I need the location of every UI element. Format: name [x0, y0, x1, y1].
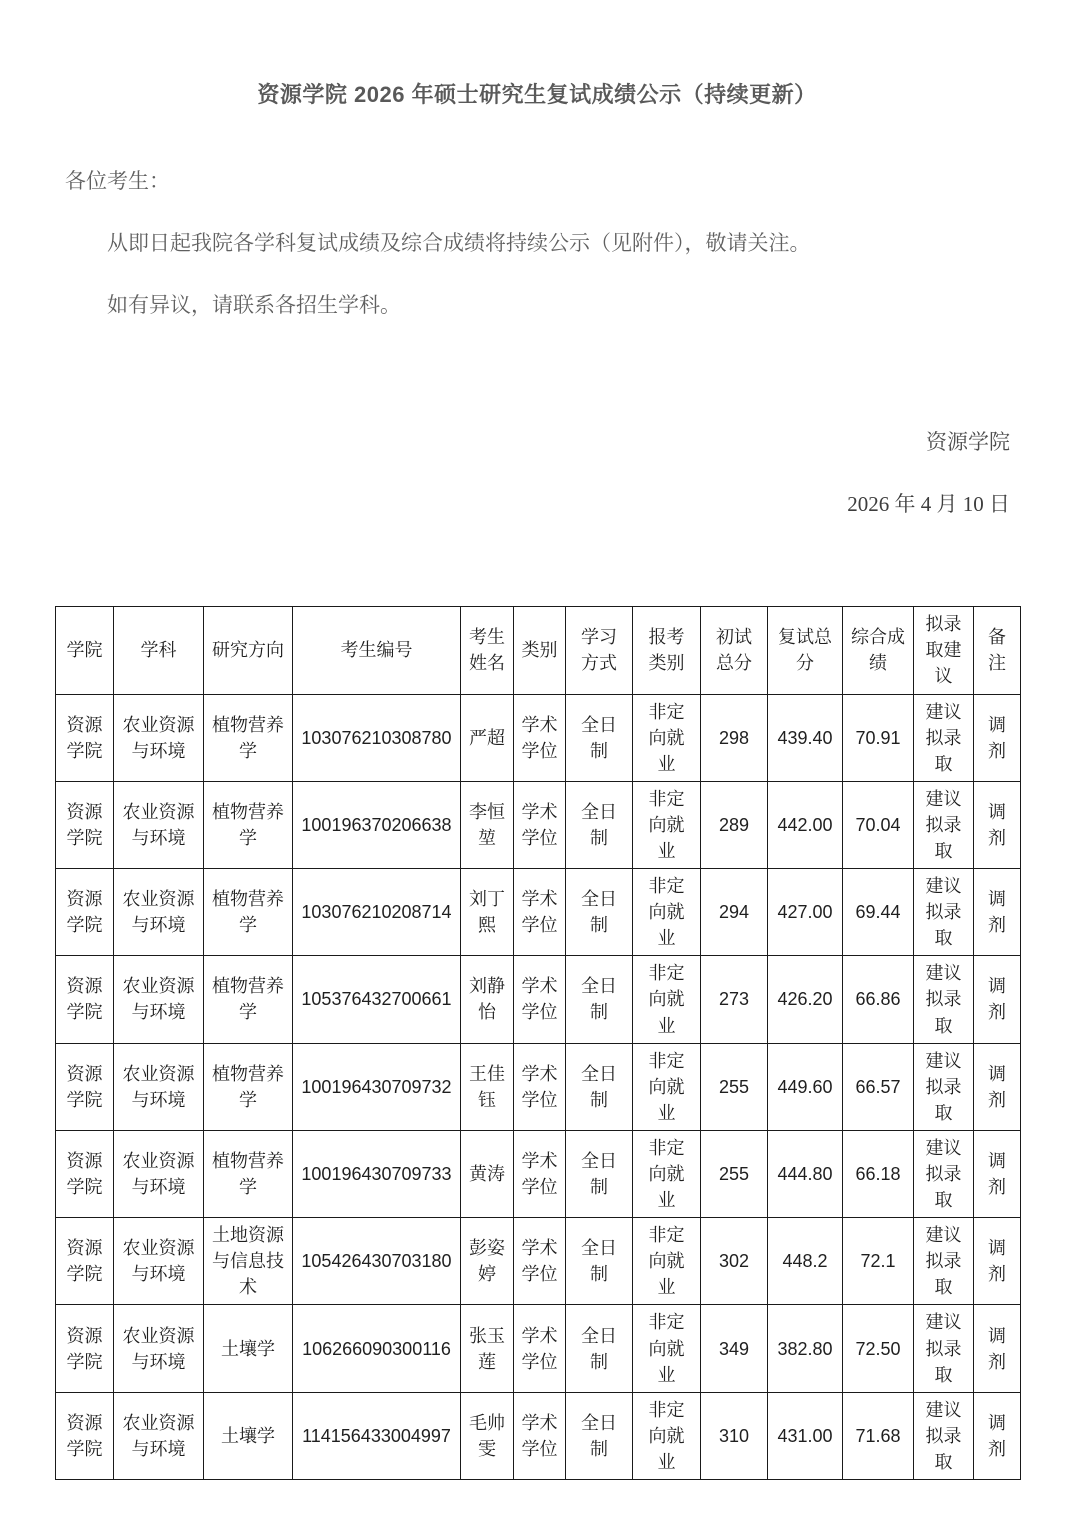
table-cell: 427.00	[768, 869, 843, 956]
table-cell: 全日制	[566, 1043, 633, 1130]
table-cell: 彭姿婷	[461, 1218, 514, 1305]
scores-table	[55, 606, 1021, 1481]
table-cell: 302	[701, 1218, 768, 1305]
table-cell: 资源学院	[56, 1218, 114, 1305]
table-cell: 70.91	[843, 694, 914, 781]
table-cell: 调剂	[974, 694, 1021, 781]
table-cell: 非定向就业	[633, 1043, 701, 1130]
table-cell: 100196370206638	[293, 781, 461, 868]
table-cell: 非定向就业	[633, 781, 701, 868]
table-cell: 农业资源与环境	[114, 1130, 204, 1217]
table-cell: 建议拟录取	[914, 1392, 974, 1479]
column-header: 拟录取建议	[914, 606, 974, 694]
table-cell: 刘丁熙	[461, 869, 514, 956]
table-cell: 建议拟录取	[914, 694, 974, 781]
table-cell: 建议拟录取	[914, 1218, 974, 1305]
table-cell: 439.40	[768, 694, 843, 781]
table-cell: 建议拟录取	[914, 1043, 974, 1130]
table-cell: 非定向就业	[633, 956, 701, 1043]
column-header: 报考类别	[633, 606, 701, 694]
table-cell: 103076210308780	[293, 694, 461, 781]
table-cell: 建议拟录取	[914, 781, 974, 868]
table-cell: 72.1	[843, 1218, 914, 1305]
table-cell: 70.04	[843, 781, 914, 868]
table-row	[56, 1305, 1021, 1392]
table-row	[56, 1130, 1021, 1217]
table-cell: 土壤学	[204, 1305, 293, 1392]
table-row	[56, 781, 1021, 868]
table-cell: 273	[701, 956, 768, 1043]
table-cell: 资源学院	[56, 1130, 114, 1217]
table-cell: 学术学位	[514, 1043, 566, 1130]
table-cell: 学术学位	[514, 1130, 566, 1217]
table-cell: 严超	[461, 694, 514, 781]
table-cell: 建议拟录取	[914, 1130, 974, 1217]
table-cell: 土地资源与信息技术	[204, 1218, 293, 1305]
table-cell: 449.60	[768, 1043, 843, 1130]
signature-date: 2026 年 4 月 10 日	[847, 491, 1010, 516]
table-cell: 植物营养学	[204, 956, 293, 1043]
page-title: 资源学院 2026 年硕士研究生复试成绩公示（持续更新）	[257, 82, 817, 107]
column-header: 学院	[56, 606, 114, 694]
table-cell: 刘静怡	[461, 956, 514, 1043]
table-cell: 建议拟录取	[914, 1305, 974, 1392]
table-cell: 农业资源与环境	[114, 956, 204, 1043]
table-cell: 农业资源与环境	[114, 694, 204, 781]
table-cell: 资源学院	[56, 1305, 114, 1392]
table-cell: 103076210208714	[293, 869, 461, 956]
table-cell: 资源学院	[56, 956, 114, 1043]
column-header: 类别	[514, 606, 566, 694]
table-cell: 农业资源与环境	[114, 1218, 204, 1305]
table-cell: 农业资源与环境	[114, 1305, 204, 1392]
table-row	[56, 1043, 1021, 1130]
table-cell: 学术学位	[514, 1218, 566, 1305]
column-header: 备注	[974, 606, 1021, 694]
table-cell: 105426430703180	[293, 1218, 461, 1305]
table-cell: 农业资源与环境	[114, 1043, 204, 1130]
table-cell: 学术学位	[514, 956, 566, 1043]
table-cell: 106266090300116	[293, 1305, 461, 1392]
table-cell: 调剂	[974, 1305, 1021, 1392]
notice-paragraph-1: 从即日起我院各学科复试成绩及综合成绩将持续公示（见附件），敬请关注。	[107, 232, 811, 255]
column-header: 综合成绩	[843, 606, 914, 694]
table-cell: 105376432700661	[293, 956, 461, 1043]
table-header-row	[56, 606, 1021, 694]
signature-name: 资源学院	[926, 429, 1010, 454]
table-cell: 全日制	[566, 1392, 633, 1479]
table-cell: 448.2	[768, 1218, 843, 1305]
table-cell: 72.50	[843, 1305, 914, 1392]
table-cell: 植物营养学	[204, 1043, 293, 1130]
table-cell: 调剂	[974, 1130, 1021, 1217]
table-cell: 349	[701, 1305, 768, 1392]
table-cell: 非定向就业	[633, 694, 701, 781]
greeting-text: 各位考生：	[65, 170, 170, 193]
table-cell: 建议拟录取	[914, 956, 974, 1043]
table-cell: 学术学位	[514, 869, 566, 956]
table-cell: 调剂	[974, 869, 1021, 956]
table-cell: 农业资源与环境	[114, 781, 204, 868]
table-cell: 植物营养学	[204, 1130, 293, 1217]
table-cell: 非定向就业	[633, 1218, 701, 1305]
table-cell: 全日制	[566, 694, 633, 781]
table-cell: 农业资源与环境	[114, 869, 204, 956]
table-cell: 调剂	[974, 1043, 1021, 1130]
table-cell: 张玉莲	[461, 1305, 514, 1392]
column-header: 考生编号	[293, 606, 461, 694]
column-header: 复试总分	[768, 606, 843, 694]
table-cell: 431.00	[768, 1392, 843, 1479]
table-row	[56, 1392, 1021, 1479]
table-cell: 调剂	[974, 781, 1021, 868]
table-cell: 资源学院	[56, 1043, 114, 1130]
table-cell: 植物营养学	[204, 781, 293, 868]
table-cell: 非定向就业	[633, 1305, 701, 1392]
table-cell: 255	[701, 1043, 768, 1130]
table-cell: 69.44	[843, 869, 914, 956]
table-cell: 444.80	[768, 1130, 843, 1217]
notice-paragraph-2: 如有异议，请联系各招生学科。	[107, 294, 401, 318]
table-cell: 全日制	[566, 1130, 633, 1217]
table-cell: 非定向就业	[633, 869, 701, 956]
column-header: 学习方式	[566, 606, 633, 694]
table-cell: 全日制	[566, 869, 633, 956]
table-cell: 100196430709733	[293, 1130, 461, 1217]
table-cell: 66.18	[843, 1130, 914, 1217]
table-cell: 资源学院	[56, 1392, 114, 1479]
table-cell: 建议拟录取	[914, 869, 974, 956]
table-cell: 71.68	[843, 1392, 914, 1479]
table-cell: 294	[701, 869, 768, 956]
table-row	[56, 869, 1021, 956]
table-cell: 资源学院	[56, 781, 114, 868]
table-cell: 全日制	[566, 781, 633, 868]
table-cell: 非定向就业	[633, 1130, 701, 1217]
table-cell: 298	[701, 694, 768, 781]
table-cell: 王佳钰	[461, 1043, 514, 1130]
table-cell: 442.00	[768, 781, 843, 868]
table-cell: 非定向就业	[633, 1392, 701, 1479]
table-cell: 农业资源与环境	[114, 1392, 204, 1479]
table-cell: 全日制	[566, 956, 633, 1043]
table-cell: 黄涛	[461, 1130, 514, 1217]
column-header: 初试总分	[701, 606, 768, 694]
table-body	[56, 694, 1021, 1480]
table-row	[56, 1218, 1021, 1305]
column-header: 学科	[114, 606, 204, 694]
table-cell: 资源学院	[56, 694, 114, 781]
table-cell: 土壤学	[204, 1392, 293, 1479]
table-cell: 植物营养学	[204, 694, 293, 781]
table-cell: 李恒堃	[461, 781, 514, 868]
table-cell: 调剂	[974, 1218, 1021, 1305]
table-cell: 全日制	[566, 1218, 633, 1305]
table-row	[56, 694, 1021, 781]
table-cell: 289	[701, 781, 768, 868]
table-cell: 学术学位	[514, 694, 566, 781]
column-header: 研究方向	[204, 606, 293, 694]
table-cell: 学术学位	[514, 1305, 566, 1392]
table-cell: 资源学院	[56, 869, 114, 956]
table-cell: 学术学位	[514, 781, 566, 868]
table-cell: 114156433004997	[293, 1392, 461, 1479]
table-cell: 全日制	[566, 1305, 633, 1392]
table-cell: 100196430709732	[293, 1043, 461, 1130]
table-cell: 255	[701, 1130, 768, 1217]
table-cell: 植物营养学	[204, 869, 293, 956]
table-row	[56, 956, 1021, 1043]
table-cell: 382.80	[768, 1305, 843, 1392]
table-cell: 310	[701, 1392, 768, 1479]
column-header: 考生姓名	[461, 606, 514, 694]
table-cell: 调剂	[974, 1392, 1021, 1479]
table-cell: 调剂	[974, 956, 1021, 1043]
table-cell: 毛帅雯	[461, 1392, 514, 1479]
table-cell: 66.86	[843, 956, 914, 1043]
table-cell: 学术学位	[514, 1392, 566, 1479]
table-cell: 66.57	[843, 1043, 914, 1130]
table-cell: 426.20	[768, 956, 843, 1043]
